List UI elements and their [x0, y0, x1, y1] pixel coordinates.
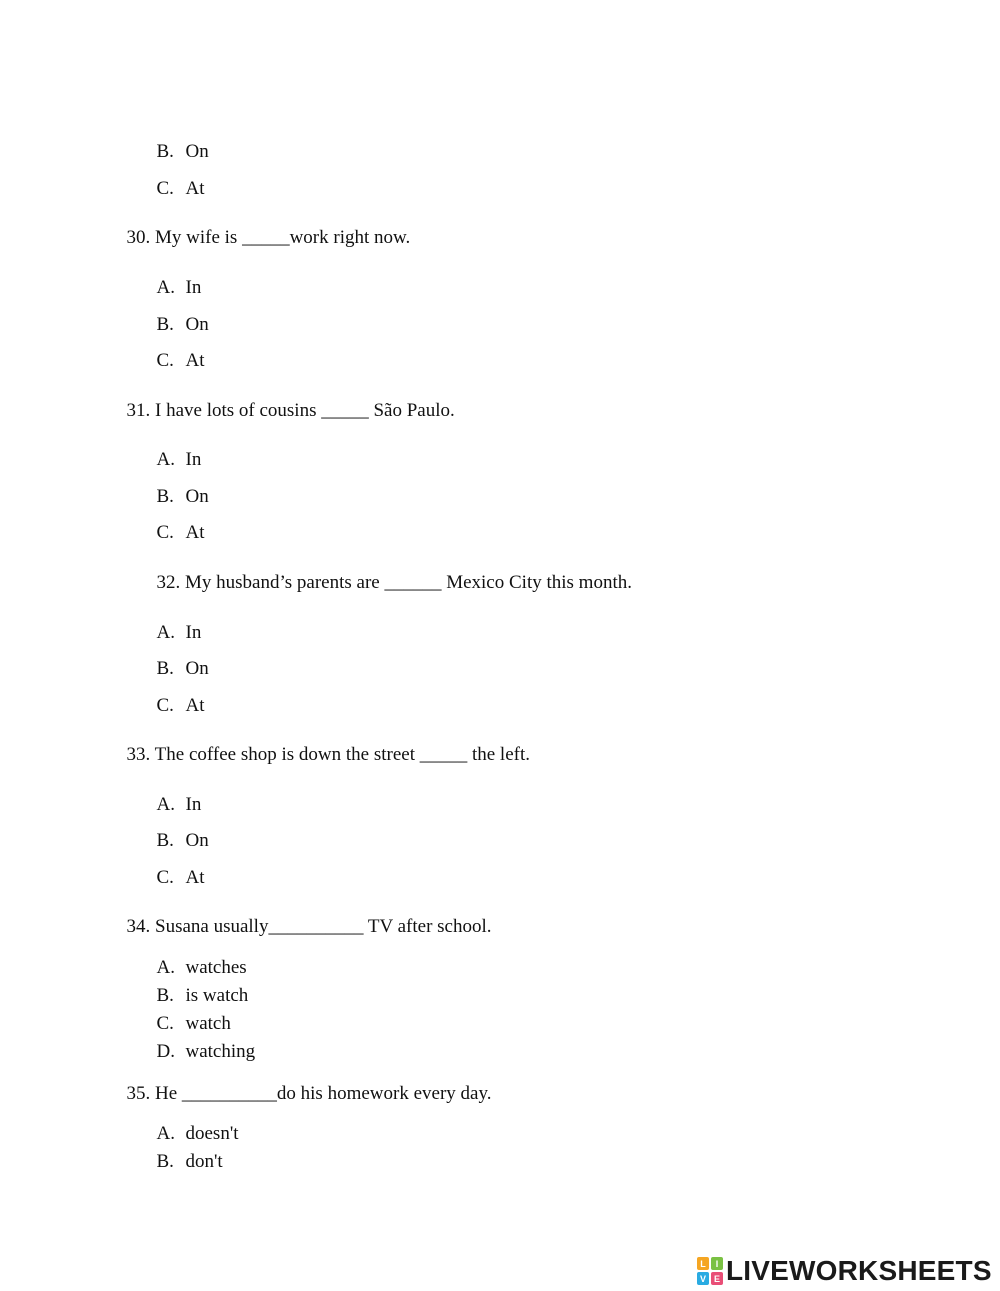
option-letter: B.	[156, 141, 174, 162]
logo-cube-letter: L	[700, 1259, 706, 1269]
option-letter: D.	[156, 1041, 175, 1062]
question-32	[147, 550, 632, 594]
option-letter: B.	[156, 1151, 174, 1172]
option-letter: B.	[156, 486, 174, 507]
option-letter: B.	[156, 658, 174, 679]
question-text: The coffee shop is down the street _____ the left.	[154, 744, 530, 765]
option-text: watching	[185, 1041, 256, 1062]
option-letter: A.	[156, 957, 175, 978]
option-letter: A.	[156, 622, 175, 643]
option-letter: C.	[156, 867, 174, 888]
option-letter: C.	[156, 178, 174, 199]
option-q35-b[interactable]	[147, 1129, 223, 1173]
logo-cube-letter: E	[713, 1274, 721, 1284]
option-text: At	[185, 350, 205, 371]
option-letter: A.	[156, 794, 175, 815]
option-text: is watch	[185, 985, 249, 1006]
option-letter: B.	[156, 985, 174, 1006]
question-number: 33.	[126, 744, 151, 765]
option-text: watch	[185, 1013, 231, 1034]
option-text: On	[185, 658, 209, 679]
option-text: In	[185, 449, 202, 470]
option-letter: C.	[156, 350, 174, 371]
question-30	[117, 205, 410, 249]
option-text: In	[185, 277, 202, 298]
option-letter: C.	[156, 522, 174, 543]
option-text: At	[185, 867, 205, 888]
option-q29-c[interactable]	[147, 156, 205, 200]
option-letter: B.	[156, 830, 174, 851]
question-text: My wife is _____work right now.	[155, 227, 411, 248]
question-number: 34.	[126, 916, 151, 937]
option-letter: B.	[156, 314, 174, 335]
liveworksheets-logo	[697, 1254, 992, 1288]
question-number: 35.	[126, 1083, 151, 1104]
question-number: 31.	[126, 400, 151, 421]
option-q30-c[interactable]	[147, 328, 205, 372]
option-letter: A.	[156, 1123, 175, 1144]
question-number: 32.	[156, 572, 181, 593]
option-q32-c[interactable]	[147, 673, 205, 717]
question-34	[117, 894, 492, 938]
question-text: Susana usually__________ TV after school.	[155, 916, 492, 937]
logo-text: LIVEWORKSHEETS	[726, 1255, 992, 1286]
logo-cube-letter: V	[699, 1274, 707, 1284]
option-text: At	[185, 695, 205, 716]
question-number: 30.	[126, 227, 151, 248]
option-q31-c[interactable]	[147, 500, 205, 544]
question-text: I have lots of cousins _____ São Paulo.	[155, 400, 455, 421]
option-text: At	[185, 522, 205, 543]
logo-cubes-icon	[697, 1257, 723, 1285]
option-text: doesn't	[185, 1123, 239, 1144]
option-letter: C.	[156, 1013, 174, 1034]
option-q34-d[interactable]	[147, 1019, 255, 1063]
option-text: On	[185, 314, 209, 335]
question-text: My husband’s parents are ______ Mexico City this month.	[185, 572, 632, 593]
question-text: He __________do his homework every day.	[155, 1083, 492, 1104]
option-text: don't	[185, 1151, 223, 1172]
option-text: In	[185, 794, 202, 815]
option-text: On	[185, 830, 209, 851]
option-letter: A.	[156, 449, 175, 470]
logo-cube-letter: I	[715, 1259, 719, 1269]
option-text: On	[185, 141, 209, 162]
option-text: watches	[185, 957, 247, 978]
question-31	[117, 378, 455, 422]
option-text: On	[185, 486, 209, 507]
question-35	[117, 1061, 491, 1105]
option-text: At	[185, 178, 205, 199]
option-letter: A.	[156, 277, 175, 298]
question-33	[117, 722, 530, 766]
option-letter: C.	[156, 695, 174, 716]
option-text: In	[185, 622, 202, 643]
option-q33-c[interactable]	[147, 845, 205, 889]
